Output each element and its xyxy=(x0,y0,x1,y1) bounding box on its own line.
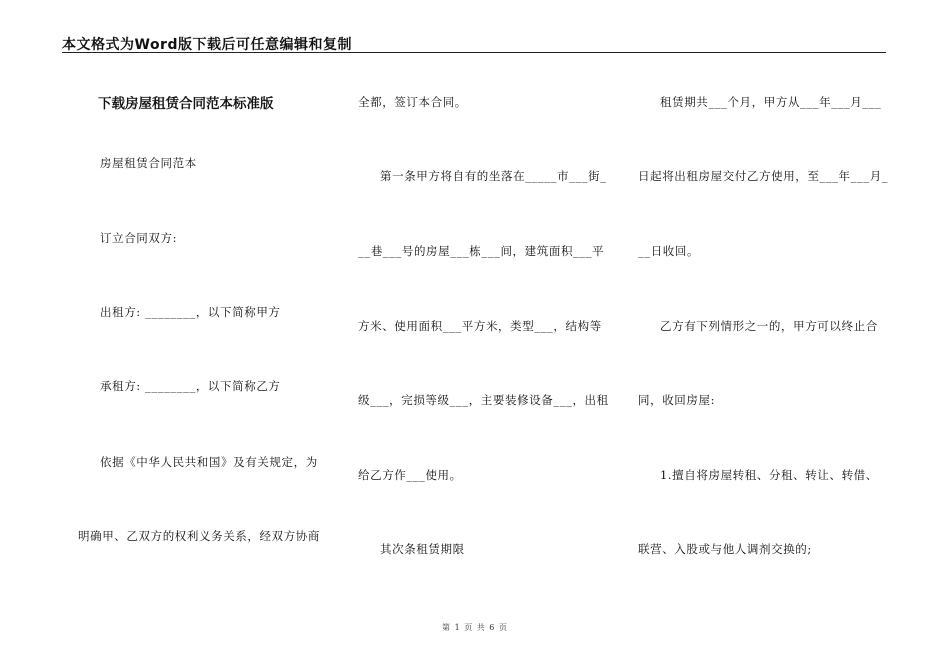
paragraph-line: 全都，签订本合同。 xyxy=(358,95,467,109)
paragraph-line: 明确甲、乙双方的权利义务关系，经双方协商 xyxy=(78,529,320,543)
paragraph-line: 租赁期共___个月，甲方从___年___月___ xyxy=(660,95,882,109)
text-column-3 xyxy=(638,0,888,672)
paragraph-line: __巷___号的房屋___栋___间，建筑面积___平 xyxy=(358,244,605,258)
paragraph-line: 级___，完损等级___，主要装修设备___，出租 xyxy=(358,393,609,407)
paragraph-line: 订立合同双方: xyxy=(100,231,178,245)
paragraph-line: 日起将出租房屋交付乙方使用，至___年___月_ xyxy=(638,169,889,183)
paragraph-line: 乙方有下列情形之一的，甲方可以终止合 xyxy=(660,319,878,333)
paragraph-line: 联营、入股或与他人调剂交换的; xyxy=(638,542,812,556)
paragraph-line: 依据《中华人民共和国》及有关规定，为 xyxy=(100,455,318,469)
paragraph-line: 房屋租赁合同范本 xyxy=(100,156,197,170)
header-notice: 本文格式为Word版下载后可任意编辑和复制 xyxy=(62,37,352,53)
paragraph-line: 同，收回房屋: xyxy=(638,393,716,407)
paragraph-line: 给乙方作___使用。 xyxy=(358,468,462,482)
text-column-2 xyxy=(358,0,608,672)
paragraph-line: 1.擅自将房屋转租、分租、转让、转借、 xyxy=(660,468,878,482)
text-column-1 xyxy=(78,0,338,672)
paragraph-line: 出租方: ________，以下简称甲方 xyxy=(100,305,281,319)
paragraph-line: __日收回。 xyxy=(638,244,700,258)
paragraph-line: 第一条甲方将自有的坐落在_____市___街_ xyxy=(380,169,607,183)
document-title: 下载房屋租赁合同范本标准版 xyxy=(98,96,274,112)
section-heading: 其次条租赁期限 xyxy=(380,542,465,556)
page-number: 第 1 页 共 6 页 xyxy=(442,623,508,632)
paragraph-line: 方米、使用面积___平方米，类型___，结构等 xyxy=(358,319,602,333)
paragraph-line: 承租方: ________，以下简称乙方 xyxy=(100,379,281,393)
